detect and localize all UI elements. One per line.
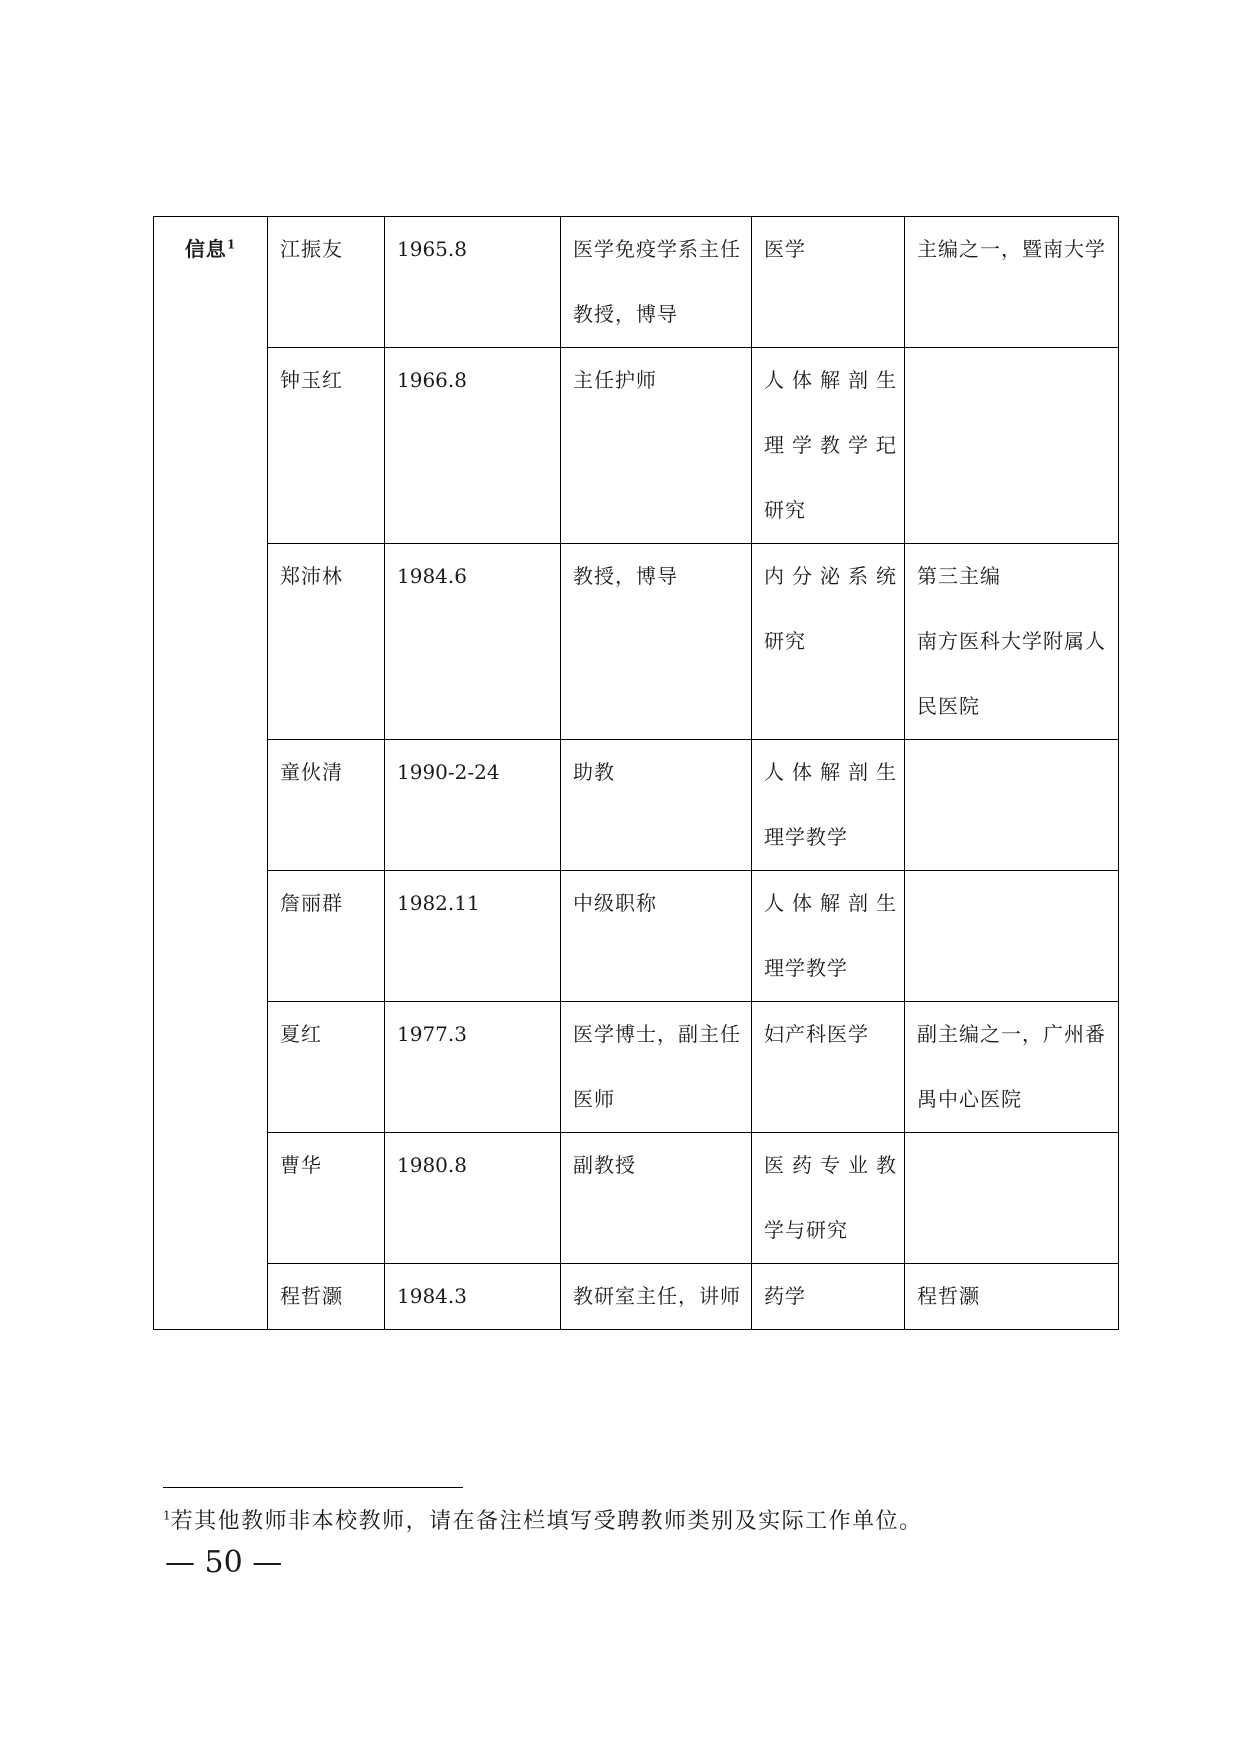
research-field-cell xyxy=(752,348,905,544)
teacher-name-cell xyxy=(268,1133,385,1264)
teacher-name: 程哲灏 xyxy=(280,1284,343,1308)
footnote-divider xyxy=(163,1487,463,1488)
remark-cell xyxy=(905,1002,1119,1133)
table-body xyxy=(154,217,1119,1330)
job-title-line: 医师 xyxy=(573,1087,615,1111)
footnote-marker: 1 xyxy=(163,1508,171,1523)
teacher-name: 詹丽群 xyxy=(280,891,343,915)
teacher-name: 童伙清 xyxy=(280,760,343,784)
teacher-name: 夏红 xyxy=(280,1022,322,1046)
job-title-line: 主任护师 xyxy=(573,368,657,392)
table-row xyxy=(154,544,1119,740)
job-title-cell xyxy=(561,740,752,871)
research-field-cell xyxy=(752,740,905,871)
job-title-line: 教授，博导 xyxy=(573,302,678,326)
birth-date-cell xyxy=(385,1002,561,1133)
research-field-line: 理学教学玘 xyxy=(764,433,904,457)
birth-date: 1982.11 xyxy=(397,891,480,915)
birth-date-cell xyxy=(385,1133,561,1264)
section-label: 信息 xyxy=(184,237,227,261)
remark-line: 程哲灏 xyxy=(917,1284,980,1308)
section-label-cell xyxy=(154,217,268,1330)
birth-date-cell xyxy=(385,1264,561,1330)
job-title-line: 教授，博导 xyxy=(573,564,678,588)
remark-line: 民医院 xyxy=(917,694,980,718)
birth-date: 1980.8 xyxy=(397,1153,467,1177)
remark-line: 禺中心医院 xyxy=(917,1087,1022,1111)
table-row xyxy=(154,1133,1119,1264)
job-title-cell xyxy=(561,348,752,544)
job-title-line: 医学免疫学系主任 xyxy=(573,237,741,261)
birth-date: 1966.8 xyxy=(397,368,467,392)
teacher-name-cell xyxy=(268,871,385,1002)
research-field-line: 内分泌系统 xyxy=(764,564,904,588)
job-title-cell xyxy=(561,1002,752,1133)
research-field-cell xyxy=(752,544,905,740)
teacher-name-cell xyxy=(268,1002,385,1133)
teacher-name-cell xyxy=(268,544,385,740)
birth-date-cell xyxy=(385,544,561,740)
research-field-cell xyxy=(752,871,905,1002)
table-row xyxy=(154,740,1119,871)
teacher-name: 钟玉红 xyxy=(280,368,343,392)
teacher-name-cell xyxy=(268,217,385,348)
job-title-line: 中级职称 xyxy=(573,891,657,915)
table-row xyxy=(154,1264,1119,1330)
table-row xyxy=(154,348,1119,544)
teacher-name: 江振友 xyxy=(280,237,343,261)
remark-cell xyxy=(905,740,1119,871)
page-number: — 50 — xyxy=(165,1545,283,1580)
remark-line: 南方医科大学附属人 xyxy=(917,629,1106,653)
research-field-line: 妇产科医学 xyxy=(764,1022,869,1046)
job-title-line: 副教授 xyxy=(573,1153,636,1177)
teacher-name: 曹华 xyxy=(280,1153,322,1177)
research-field-cell xyxy=(752,1002,905,1133)
birth-date: 1984.3 xyxy=(397,1284,467,1308)
birth-date-cell xyxy=(385,348,561,544)
research-field-cell xyxy=(752,1264,905,1330)
research-field-line: 研究 xyxy=(764,629,806,653)
teacher-name: 郑沛林 xyxy=(280,564,343,588)
job-title-line: 医学博士，副主任 xyxy=(573,1022,741,1046)
research-field-line: 药学 xyxy=(764,1284,806,1308)
birth-date: 1990-2-24 xyxy=(397,760,500,784)
research-field-line: 人体解剖生 xyxy=(764,368,904,392)
research-field-line: 医药专业教 xyxy=(764,1153,904,1177)
research-field-cell xyxy=(752,217,905,348)
remark-cell xyxy=(905,1133,1119,1264)
birth-date: 1984.6 xyxy=(397,564,467,588)
birth-date-cell xyxy=(385,217,561,348)
research-field-line: 研究 xyxy=(764,498,806,522)
table-row xyxy=(154,1002,1119,1133)
research-field-line: 理学教学 xyxy=(764,956,848,980)
job-title-cell xyxy=(561,1264,752,1330)
research-field-line: 理学教学 xyxy=(764,825,848,849)
remark-line: 主编之一，暨南大学 xyxy=(917,237,1106,261)
birth-date-cell xyxy=(385,871,561,1002)
birth-date-cell xyxy=(385,740,561,871)
job-title-cell xyxy=(561,217,752,348)
teacher-name-cell xyxy=(268,348,385,544)
remark-cell xyxy=(905,871,1119,1002)
teacher-info-table xyxy=(153,216,1119,1330)
remark-line: 第三主编 xyxy=(917,564,1001,588)
remark-cell xyxy=(905,544,1119,740)
table-row xyxy=(154,217,1119,348)
job-title-cell xyxy=(561,871,752,1002)
research-field-line: 人体解剖生 xyxy=(764,760,904,784)
birth-date: 1965.8 xyxy=(397,237,467,261)
table-row xyxy=(154,871,1119,1002)
research-field-line: 人体解剖生 xyxy=(764,891,904,915)
job-title-line: 教研室主任，讲师 xyxy=(573,1284,741,1308)
job-title-cell xyxy=(561,544,752,740)
remark-cell xyxy=(905,217,1119,348)
teacher-name-cell xyxy=(268,740,385,871)
remark-cell xyxy=(905,1264,1119,1330)
research-field-cell xyxy=(752,1133,905,1264)
footnote xyxy=(163,1504,923,1535)
research-field-line: 医学 xyxy=(764,237,806,261)
job-title-line: 助教 xyxy=(573,760,615,784)
research-field-line: 学与研究 xyxy=(764,1218,848,1242)
footnote-ref: 1 xyxy=(226,237,237,252)
remark-cell xyxy=(905,348,1119,544)
remark-line: 副主编之一，广州番 xyxy=(917,1022,1106,1046)
job-title-cell xyxy=(561,1133,752,1264)
teacher-name-cell xyxy=(268,1264,385,1330)
footnote-text: 若其他教师非本校教师，请在备注栏填写受聘教师类别及实际工作单位。 xyxy=(170,1509,923,1534)
birth-date: 1977.3 xyxy=(397,1022,467,1046)
